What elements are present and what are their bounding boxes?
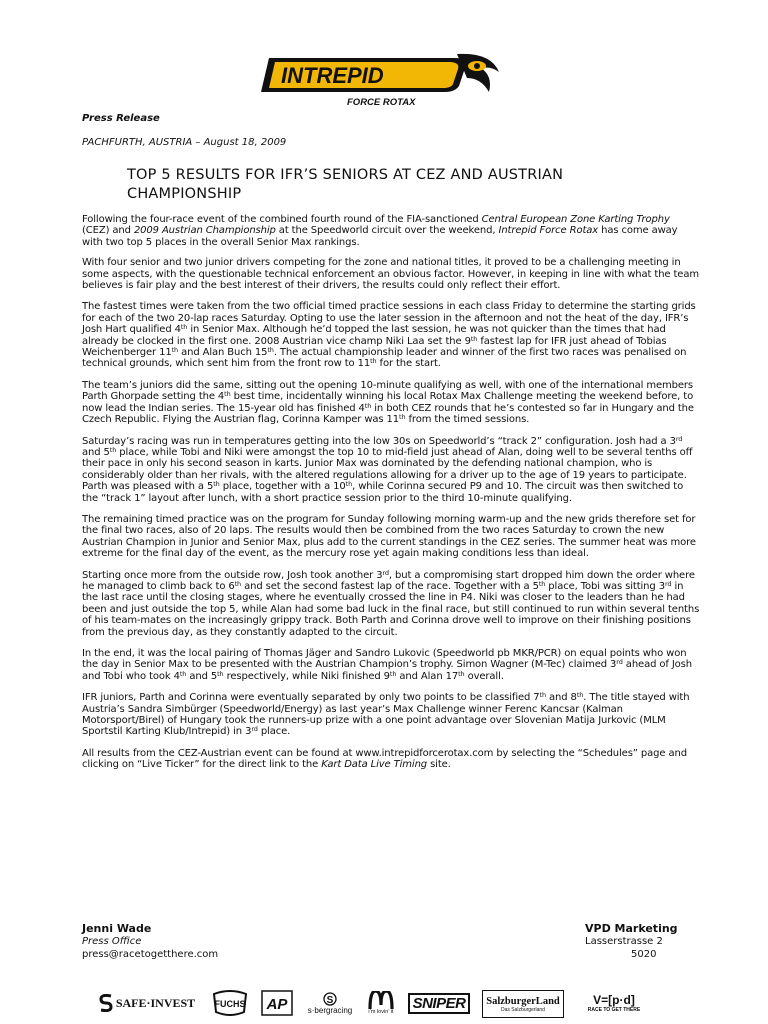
fuchs-logo <box>208 988 252 1018</box>
svg-text:AP: AP <box>266 996 288 1013</box>
svg-text:S: S <box>326 994 334 1006</box>
svg-text:FUCHS: FUCHS <box>214 999 246 1009</box>
press-release-label: Press Release <box>82 113 160 124</box>
contact-press-office <box>82 922 218 961</box>
safe-invest-logo: SAFE·INVEST <box>98 988 196 1018</box>
contact-email[interactable]: press@racetogetthere.com <box>82 949 219 960</box>
brand-tagline: FORCE ROTAX <box>347 97 416 108</box>
mcdonalds-logo: i’m lovin’ it <box>364 988 398 1018</box>
paragraph-7: Starting once more from the outside row, Josh took another 3rd, but a compromising start dropped him down the order where he managed to climb back to 6th and set the second fastest lap of the race. Together with a 5th place, Tobi was sitting 3rd in the last race until the closing stages, where he eventually crossed the line in P4. Niki was closer to the leaders than he had been and just outside the top 5, while Alan had some bad luck in the final race, but still continued to run within several tenths of his team-mates on the increasingly grippy track. Both Parth and Corinna drove well to improve on their finishing positions from the previous day, as they constantly adapted to the circuit. <box>82 568 700 638</box>
sbergracing-icon <box>323 992 337 1006</box>
paragraph-10: All results from the CEZ-Austrian event can be found at www.intrepidforcerotax.com by selecting the “Schedules” page and clicking on “Live Ticker” for the direct link to the Kart Data Live Timing site. <box>82 747 687 771</box>
sponsor-logos <box>98 988 658 1018</box>
salzburgerland-logo: SalzburgerLand Das Salzburgerland <box>482 990 564 1018</box>
paragraph-2: With four senior and two junior drivers competing for the zone and national titles, it proved to be a challenging meeting in some aspects, with the questionable technical enforcement an obvious factor. However, in keeping in line with what the team believes is fair play and the best interest of their drivers, the results could only reflect their effort. <box>82 257 699 292</box>
paragraph-1: Following the four-race event of the combined fourth round of the FIA-sanctioned Central European Zone Karting Trophy (CEZ) and 2009 Austrian Championship at the Speedworld circuit over the weekend, Intrepid Force Rotax has come away with two top 5 places in the overall Senior Max rankings. <box>82 214 678 248</box>
safe-invest-icon <box>99 994 113 1012</box>
sbergracing-logo: S s·bergracing <box>302 988 358 1018</box>
paragraph-4: The team’s juniors did the same, sitting out the opening 10-minute qualifying as well, with one of the international members Parth Ghorpade setting the 4th best time, incidentally winning his local Rotax Max Challenge meeting the weekend before, to now lead the Indian series. The 15-year old has finished 4th in both CEZ rounds that he’s contested so far in Hungary and the Czech Republic. Flying the Austrian flag, Corinna Kamper was 11th from the timed sessions. <box>82 379 694 426</box>
contact-name: Jenni Wade <box>82 922 152 935</box>
article-body <box>82 214 700 781</box>
paragraph-8: In the end, it was the local pairing of Thomas Jäger and Sandro Lukovic (Speedworld pb MKR/PCR) on equal points who won the day in Senior Max to be presented with the Austrian Champion’s trophy. Simon Wagner (M-Tec) claimed 3rd ahead of Josh and Tobi who took 4th and 5th respectively, while Niki finished 9th and Alan 17th overall. <box>82 648 692 682</box>
marketing-zip: 5020 <box>631 949 657 960</box>
marketing-name: VPD Marketing <box>585 922 678 935</box>
paragraph-9: IFR juniors, Parth and Corinna were eventually separated by only two points to be classified 7th and 8th. The title stayed with Austria’s Sandra Simbürger (Speedworld/Energy) as last year’s Max Challenge winner Ferenc Kancsar (Kalman Motorsport/Birel) of Hungary took the runners-up prize with a one point advantage over Slovenian Matija Jurkovic (MLM Sportstil Karting Klub/Intrepid) in 3rd place. <box>82 691 690 738</box>
paragraph-6: The remaining timed practice was on the program for Sunday following morning warm-up and the new grids therefore set for the final two races, also of 20 laps. The results would then be combined from the two races Saturday to crown the new Austrian Champion in Junior and Senior Max, plus add to the current standings in the CEZ series. The summer heat was more extreme for the final day of the event, as the mercury rose yet again making conditions less than ideal. <box>82 513 696 560</box>
fuchs-emblem-icon <box>210 990 250 1016</box>
headline: TOP 5 RESULTS FOR IFR’S SENIORS AT CEZ AND AUSTRIAN CHAMPIONSHIP <box>127 167 564 202</box>
intrepid-logo-graphic <box>255 48 500 108</box>
dateline: PACHFURTH, AUSTRIA – August 18, 2009 <box>82 137 287 148</box>
marketing-street: Lasserstrasse 2 <box>585 936 663 947</box>
vpd-logo: V=[p·d] RACE TO GET THERE <box>587 993 641 1013</box>
contact-role: Press Office <box>82 936 142 947</box>
ap-logo <box>260 988 294 1018</box>
paragraph-5: Saturday’s racing was run in temperatures getting into the low 30s on Speedworld’s “track 2” configuration. Josh had a 3rd and 5th place, while Tobi and Niki were amongst the top 10 to mid-field just ahead of Alan, doing well to be several tenths off their pace in only his second season in karts. Junior Max was dominated by the defending national champion, who is considerably older than her rivals, with the altered regulations allowing for a driver up to the age of 19 years to participate. Parth was pleased with a 5th place, together with a 10th, while Corinna secured P9 and 10. The circuit was then switched to the “track 1” layout after lunch, with a short practice session prior to the third 10-minute qualifying. <box>82 434 693 504</box>
sniper-logo: SNIPER <box>406 988 472 1018</box>
brand-name: INTREPID <box>281 63 384 88</box>
golden-arches-icon <box>368 991 394 1009</box>
contact-marketing <box>585 922 678 961</box>
paragraph-3: The fastest times were taken from the two official timed practice sessions in each class Friday to determine the starting grids for each of the two 20-lap races Saturday. Opting to use the later session in the afternoon and not the heat of the day, IFR’s Josh Hart qualified 4th in Senior Max. Although he’d topped the last session, he was not quicker than the times that had already be clocked in the first one. 2008 Austrian vice champ Niki Laa set the 9th fastest lap for IFR just ahead of Tobias Weichenberger 11th and Alan Buch 15th. The actual championship leader and winner of the first two races was penalised on technical grounds, which sent him from the front row to 11th for the start. <box>82 301 696 370</box>
intrepid-force-rotax-logo <box>255 48 500 108</box>
ap-emblem-icon <box>261 990 293 1016</box>
